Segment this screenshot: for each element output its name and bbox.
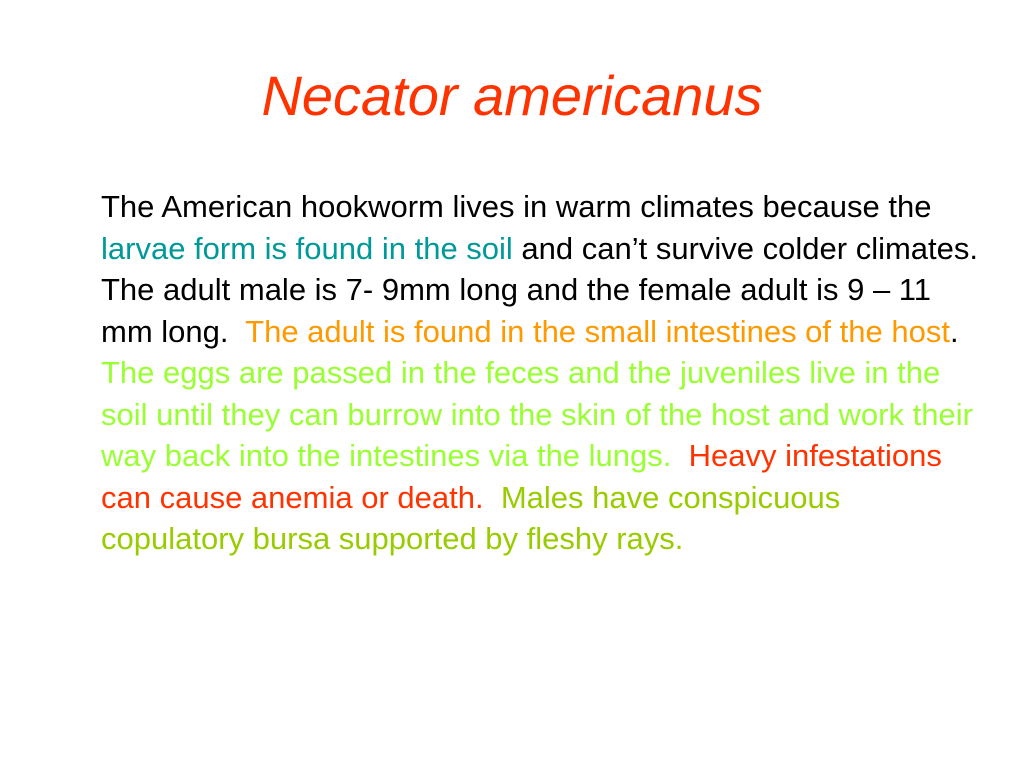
body-text-segment-black-2: and can’t survive colder climates. The adult male is 7- 9mm long and the female adult is 9 – 11 mm long. xyxy=(101,230,995,349)
slide-title: Necator americanus xyxy=(261,64,763,127)
body-text-segment-yellow-green: Males have conspicuous copulatory bursa supported by fleshy rays. xyxy=(101,479,849,556)
body-text-segment-orange: The adult is found in the small intestines of the host xyxy=(245,313,950,349)
body-text-segment-teal: larvae form is found in the soil xyxy=(101,230,513,266)
body-text-segment-light-green: The eggs are passed in the feces and the juveniles live in the soil until they can burrow into the skin of the host and work their way back into the intestines via the lungs. xyxy=(101,313,982,473)
body-text-segment-black: The American hookworm lives in warm climates because the xyxy=(101,189,941,224)
body-text-segment-red: Heavy infestations can cause anemia or death. xyxy=(101,438,951,515)
body-text-segment-period: . xyxy=(949,313,959,349)
slide-body-paragraph xyxy=(101,186,995,560)
